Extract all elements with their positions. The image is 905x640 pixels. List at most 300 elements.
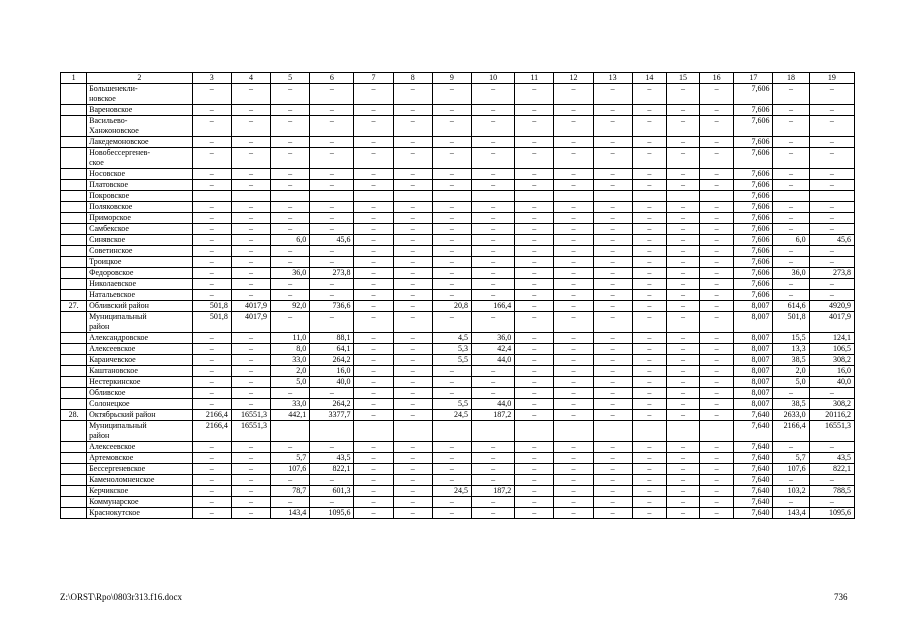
value-cell: –: [809, 290, 854, 301]
value-cell: –: [354, 257, 393, 268]
value-cell: –: [271, 169, 310, 180]
settlement-name-cell: Федоровское: [87, 268, 193, 279]
value-cell: –: [432, 246, 471, 257]
value-cell: –: [773, 224, 809, 235]
value-cell: –: [666, 169, 699, 180]
value-cell: –: [515, 301, 554, 312]
row-number-cell: [61, 246, 87, 257]
value-cell: [700, 191, 734, 202]
value-cell: –: [593, 497, 632, 508]
value-cell: –: [632, 312, 666, 333]
value-cell: 11,0: [271, 333, 310, 344]
value-cell: –: [666, 464, 699, 475]
value-cell: –: [666, 290, 699, 301]
value-cell: –: [700, 257, 734, 268]
value-cell: –: [192, 257, 231, 268]
row-number-cell: [61, 497, 87, 508]
value-cell: 308,2: [809, 355, 854, 366]
value-cell: –: [515, 116, 554, 137]
value-cell: –: [271, 213, 310, 224]
settlement-name-cell: Натальевское: [87, 290, 193, 301]
settlement-name-cell: Новобессергенев- ское: [87, 148, 193, 169]
settlement-name-cell: Муниципальный район: [87, 421, 193, 442]
value-cell: –: [472, 246, 515, 257]
value-cell: –: [354, 105, 393, 116]
value-cell: 45,6: [809, 235, 854, 246]
value-cell: –: [554, 268, 593, 279]
column-header: 7: [354, 73, 393, 84]
value-cell: –: [700, 224, 734, 235]
value-cell: –: [192, 366, 231, 377]
value-cell: –: [773, 257, 809, 268]
value-cell: 1095,6: [310, 508, 354, 519]
value-cell: –: [773, 169, 809, 180]
settlement-name-cell: Коммунарское: [87, 497, 193, 508]
value-cell: –: [515, 508, 554, 519]
row-number-cell: [61, 355, 87, 366]
value-cell: –: [472, 84, 515, 105]
value-cell: –: [515, 355, 554, 366]
value-cell: –: [432, 105, 471, 116]
value-cell: –: [700, 464, 734, 475]
value-cell: –: [632, 169, 666, 180]
value-cell: –: [354, 84, 393, 105]
value-cell: 36,0: [773, 268, 809, 279]
table-row: [61, 169, 855, 180]
value-cell: –: [192, 344, 231, 355]
table-row: [61, 377, 855, 388]
value-cell: 8,007: [734, 399, 773, 410]
value-cell: 2633,0: [773, 410, 809, 421]
value-cell: –: [192, 486, 231, 497]
value-cell: 788,5: [809, 486, 854, 497]
value-cell: –: [231, 497, 270, 508]
value-cell: –: [231, 399, 270, 410]
value-cell: –: [310, 312, 354, 333]
value-cell: –: [393, 497, 432, 508]
column-header: 2: [87, 73, 193, 84]
value-cell: 6,0: [773, 235, 809, 246]
value-cell: –: [666, 388, 699, 399]
value-cell: –: [593, 137, 632, 148]
row-number-cell: [61, 312, 87, 333]
value-cell: –: [231, 235, 270, 246]
settlement-name-cell: Краснокутское: [87, 508, 193, 519]
value-cell: –: [432, 257, 471, 268]
value-cell: –: [310, 442, 354, 453]
settlement-name-cell: Синявское: [87, 235, 193, 246]
value-cell: 501,8: [192, 312, 231, 333]
value-cell: –: [393, 377, 432, 388]
value-cell: –: [231, 84, 270, 105]
value-cell: –: [354, 464, 393, 475]
value-cell: –: [354, 486, 393, 497]
value-cell: –: [515, 475, 554, 486]
value-cell: –: [809, 105, 854, 116]
value-cell: [593, 191, 632, 202]
value-cell: 736,6: [310, 301, 354, 312]
row-number-cell: [61, 257, 87, 268]
table-row: [61, 191, 855, 202]
value-cell: –: [632, 224, 666, 235]
value-cell: –: [310, 279, 354, 290]
value-cell: 187,2: [472, 410, 515, 421]
value-cell: –: [472, 453, 515, 464]
value-cell: 8,007: [734, 312, 773, 333]
value-cell: –: [472, 137, 515, 148]
value-cell: –: [310, 202, 354, 213]
value-cell: –: [515, 148, 554, 169]
column-header: 16: [700, 73, 734, 84]
value-cell: –: [393, 486, 432, 497]
table-row: [61, 290, 855, 301]
value-cell: –: [666, 213, 699, 224]
value-cell: –: [231, 224, 270, 235]
value-cell: 78,7: [271, 486, 310, 497]
row-number-cell: [61, 137, 87, 148]
value-cell: –: [432, 388, 471, 399]
value-cell: –: [666, 410, 699, 421]
row-number-cell: [61, 333, 87, 344]
value-cell: 3377,7: [310, 410, 354, 421]
value-cell: –: [472, 497, 515, 508]
value-cell: –: [393, 301, 432, 312]
value-cell: 2166,4: [192, 410, 231, 421]
value-cell: –: [773, 137, 809, 148]
table-row: [61, 333, 855, 344]
value-cell: –: [192, 105, 231, 116]
value-cell: –: [472, 442, 515, 453]
column-header: 4: [231, 73, 270, 84]
value-cell: –: [515, 410, 554, 421]
value-cell: –: [554, 377, 593, 388]
value-cell: 2166,4: [192, 421, 231, 442]
value-cell: [515, 191, 554, 202]
value-cell: –: [593, 508, 632, 519]
value-cell: [231, 191, 270, 202]
value-cell: –: [593, 116, 632, 137]
value-cell: –: [231, 464, 270, 475]
value-cell: –: [666, 366, 699, 377]
value-cell: –: [632, 344, 666, 355]
table-row: [61, 268, 855, 279]
value-cell: –: [700, 84, 734, 105]
value-cell: –: [593, 486, 632, 497]
value-cell: –: [192, 137, 231, 148]
value-cell: –: [515, 464, 554, 475]
value-cell: –: [354, 508, 393, 519]
value-cell: –: [192, 268, 231, 279]
value-cell: –: [393, 464, 432, 475]
value-cell: –: [231, 388, 270, 399]
value-cell: –: [773, 388, 809, 399]
settlement-name-cell: Васильево- Ханжоновское: [87, 116, 193, 137]
value-cell: –: [271, 84, 310, 105]
table-row: [61, 464, 855, 475]
row-number-cell: [61, 475, 87, 486]
settlement-name-cell: Большенекли- новское: [87, 84, 193, 105]
settlement-name-cell: Советинское: [87, 246, 193, 257]
value-cell: 33,0: [271, 399, 310, 410]
value-cell: –: [666, 116, 699, 137]
value-cell: –: [632, 464, 666, 475]
value-cell: –: [700, 235, 734, 246]
value-cell: 7,606: [734, 105, 773, 116]
value-cell: –: [472, 388, 515, 399]
value-cell: –: [700, 169, 734, 180]
value-cell: –: [393, 224, 432, 235]
value-cell: –: [593, 475, 632, 486]
value-cell: 43,5: [310, 453, 354, 464]
value-cell: 124,1: [809, 333, 854, 344]
value-cell: –: [231, 105, 270, 116]
value-cell: –: [632, 202, 666, 213]
value-cell: –: [231, 169, 270, 180]
value-cell: –: [593, 180, 632, 191]
value-cell: –: [554, 246, 593, 257]
value-cell: –: [554, 257, 593, 268]
value-cell: –: [593, 410, 632, 421]
value-cell: –: [632, 116, 666, 137]
value-cell: –: [554, 442, 593, 453]
value-cell: 7,606: [734, 290, 773, 301]
value-cell: 7,606: [734, 235, 773, 246]
value-cell: –: [231, 355, 270, 366]
column-header: 8: [393, 73, 432, 84]
value-cell: 16551,3: [809, 421, 854, 442]
value-cell: –: [593, 84, 632, 105]
value-cell: –: [554, 180, 593, 191]
value-cell: 4,5: [432, 333, 471, 344]
value-cell: –: [666, 344, 699, 355]
value-cell: 8,007: [734, 388, 773, 399]
value-cell: –: [515, 169, 554, 180]
value-cell: –: [393, 279, 432, 290]
value-cell: –: [354, 290, 393, 301]
value-cell: –: [554, 399, 593, 410]
value-cell: –: [354, 410, 393, 421]
value-cell: –: [231, 442, 270, 453]
value-cell: 143,4: [773, 508, 809, 519]
value-cell: –: [593, 453, 632, 464]
value-cell: –: [515, 279, 554, 290]
value-cell: –: [432, 148, 471, 169]
value-cell: –: [809, 388, 854, 399]
value-cell: 7,640: [734, 464, 773, 475]
value-cell: –: [271, 497, 310, 508]
value-cell: –: [472, 475, 515, 486]
value-cell: –: [192, 377, 231, 388]
value-cell: –: [632, 84, 666, 105]
value-cell: 166,4: [472, 301, 515, 312]
value-cell: –: [310, 224, 354, 235]
value-cell: –: [554, 169, 593, 180]
value-cell: –: [432, 453, 471, 464]
value-cell: [700, 421, 734, 442]
value-cell: –: [515, 180, 554, 191]
row-number-cell: [61, 268, 87, 279]
value-cell: 5,0: [271, 377, 310, 388]
value-cell: –: [554, 453, 593, 464]
value-cell: –: [432, 279, 471, 290]
value-cell: –: [593, 148, 632, 169]
settlement-name-cell: Керчикское: [87, 486, 193, 497]
value-cell: –: [554, 279, 593, 290]
value-cell: 7,606: [734, 137, 773, 148]
value-cell: –: [515, 137, 554, 148]
value-cell: –: [231, 148, 270, 169]
value-cell: –: [393, 508, 432, 519]
table-row: [61, 148, 855, 169]
value-cell: –: [515, 377, 554, 388]
value-cell: –: [554, 213, 593, 224]
value-cell: [515, 421, 554, 442]
value-cell: –: [515, 257, 554, 268]
value-cell: 106,5: [809, 344, 854, 355]
value-cell: –: [773, 84, 809, 105]
table-row: [61, 84, 855, 105]
value-cell: –: [700, 137, 734, 148]
value-cell: –: [554, 84, 593, 105]
value-cell: –: [773, 442, 809, 453]
value-cell: –: [700, 377, 734, 388]
value-cell: –: [393, 399, 432, 410]
value-cell: –: [271, 279, 310, 290]
value-cell: –: [432, 464, 471, 475]
value-cell: –: [554, 355, 593, 366]
value-cell: –: [666, 137, 699, 148]
value-cell: –: [271, 312, 310, 333]
value-cell: –: [472, 148, 515, 169]
value-cell: –: [231, 202, 270, 213]
value-cell: 7,640: [734, 508, 773, 519]
settlement-name-cell: Караичевское: [87, 355, 193, 366]
footer-file-path: Z:\ORST\Rpo\0803r313.f16.docx: [60, 592, 182, 602]
value-cell: –: [472, 312, 515, 333]
value-cell: 43,5: [809, 453, 854, 464]
settlement-name-cell: Лакедемоновское: [87, 137, 193, 148]
value-cell: 42,4: [472, 344, 515, 355]
value-cell: 13,3: [773, 344, 809, 355]
value-cell: –: [271, 137, 310, 148]
settlement-name-cell: Алексеевское: [87, 344, 193, 355]
value-cell: 7,606: [734, 84, 773, 105]
row-number-cell: [61, 388, 87, 399]
table-row: [61, 301, 855, 312]
value-cell: –: [700, 497, 734, 508]
value-cell: –: [666, 148, 699, 169]
settlement-name-cell: Приморское: [87, 213, 193, 224]
value-cell: –: [632, 508, 666, 519]
column-header: 17: [734, 73, 773, 84]
value-cell: 20,8: [432, 301, 471, 312]
value-cell: –: [192, 202, 231, 213]
value-cell: –: [554, 366, 593, 377]
value-cell: 4017,9: [231, 312, 270, 333]
value-cell: –: [700, 388, 734, 399]
settlement-name-cell: Николаевское: [87, 279, 193, 290]
value-cell: –: [593, 235, 632, 246]
value-cell: 7,640: [734, 421, 773, 442]
column-header: 9: [432, 73, 471, 84]
value-cell: –: [515, 84, 554, 105]
value-cell: –: [515, 399, 554, 410]
value-cell: –: [632, 290, 666, 301]
value-cell: –: [192, 116, 231, 137]
value-cell: –: [773, 497, 809, 508]
value-cell: –: [192, 399, 231, 410]
value-cell: –: [515, 290, 554, 301]
value-cell: 16551,3: [231, 410, 270, 421]
value-cell: [310, 421, 354, 442]
value-cell: 273,8: [809, 268, 854, 279]
value-cell: –: [354, 224, 393, 235]
value-cell: [472, 191, 515, 202]
value-cell: 5,5: [432, 399, 471, 410]
value-cell: –: [472, 290, 515, 301]
value-cell: –: [666, 453, 699, 464]
value-cell: –: [231, 486, 270, 497]
value-cell: –: [593, 213, 632, 224]
value-cell: –: [231, 377, 270, 388]
value-cell: 38,5: [773, 355, 809, 366]
value-cell: 7,606: [734, 268, 773, 279]
value-cell: –: [393, 290, 432, 301]
table-row: [61, 137, 855, 148]
table-row: [61, 180, 855, 191]
settlement-name-cell: Солонецкое: [87, 399, 193, 410]
row-number-cell: [61, 464, 87, 475]
value-cell: –: [666, 180, 699, 191]
value-cell: –: [354, 202, 393, 213]
value-cell: 4017,9: [809, 312, 854, 333]
value-cell: –: [192, 497, 231, 508]
value-cell: –: [700, 268, 734, 279]
value-cell: –: [593, 224, 632, 235]
value-cell: –: [192, 442, 231, 453]
value-cell: –: [773, 105, 809, 116]
value-cell: –: [700, 399, 734, 410]
value-cell: –: [354, 169, 393, 180]
table-row: [61, 366, 855, 377]
value-cell: –: [666, 257, 699, 268]
value-cell: 44,0: [472, 355, 515, 366]
value-cell: –: [700, 213, 734, 224]
value-cell: –: [432, 268, 471, 279]
column-header: 1: [61, 73, 87, 84]
value-cell: –: [472, 224, 515, 235]
value-cell: –: [666, 279, 699, 290]
column-header: 10: [472, 73, 515, 84]
value-cell: –: [700, 312, 734, 333]
value-cell: –: [231, 508, 270, 519]
table-row: [61, 508, 855, 519]
value-cell: 308,2: [809, 399, 854, 410]
value-cell: –: [472, 257, 515, 268]
value-cell: –: [393, 344, 432, 355]
table-row: [61, 344, 855, 355]
value-cell: 7,640: [734, 475, 773, 486]
value-cell: 36,0: [472, 333, 515, 344]
column-header: 3: [192, 73, 231, 84]
column-header: 19: [809, 73, 854, 84]
value-cell: –: [271, 148, 310, 169]
settlement-name-cell: Троицкое: [87, 257, 193, 268]
value-cell: 16,0: [809, 366, 854, 377]
value-cell: –: [632, 399, 666, 410]
value-cell: –: [554, 333, 593, 344]
value-cell: –: [809, 257, 854, 268]
